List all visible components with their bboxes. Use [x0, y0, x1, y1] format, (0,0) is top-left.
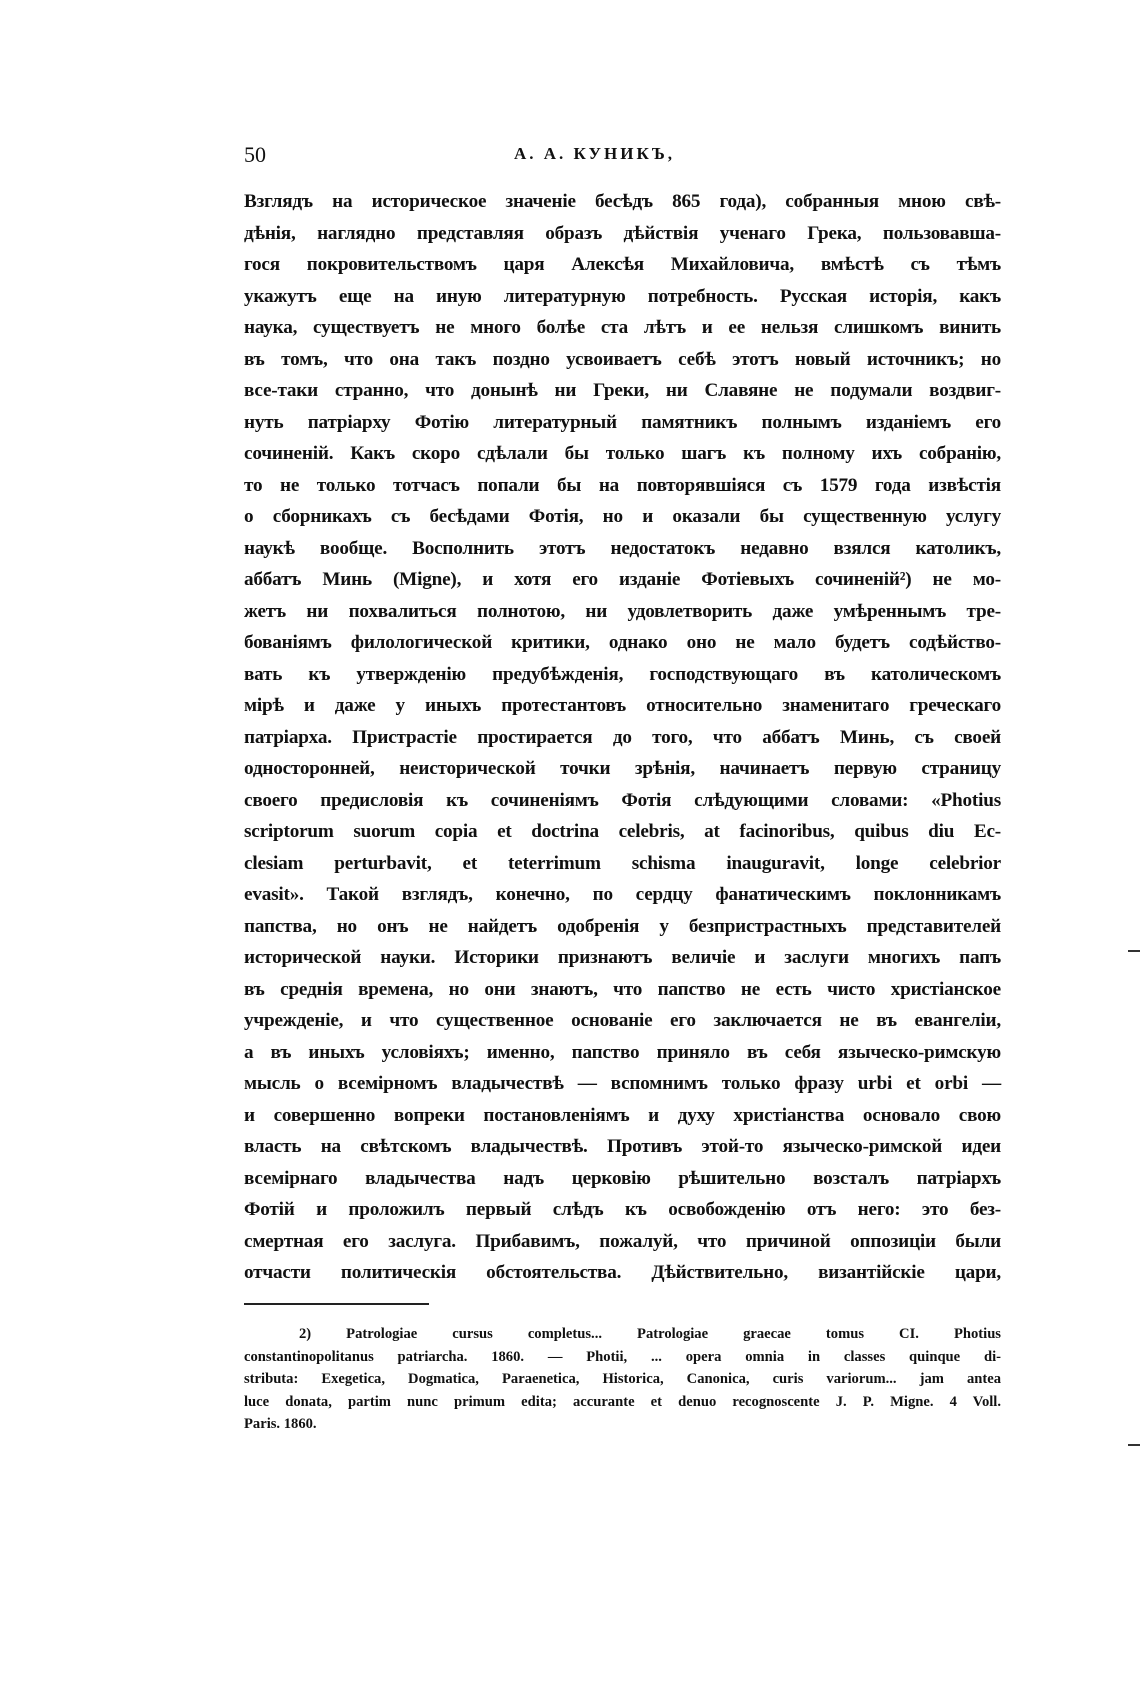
text-line: дѣнія, наглядно представляя образъ дѣйствія ученаго Грека, пользовавша-: [244, 222, 1001, 244]
text-line: evasit». Такой взглядъ, конечно, по сердцу фанатическимъ поклонникамъ: [244, 884, 1001, 905]
text-line: наукѣ вообще. Восполнить этотъ недостатокъ недавно взялся католикъ,: [244, 537, 1001, 559]
text-line: укажутъ еще на иную литературную потребность. Русская исторія, какъ: [244, 285, 1001, 307]
page-number: 50: [244, 142, 266, 167]
footnote: [244, 1323, 1001, 1436]
text-line: Взглядъ на историческое значеніе бесѣдъ 865 года), собранныя мною свѣ-: [244, 191, 1001, 212]
text-line: патріарха. Пристрастіе простирается до того, что аббатъ Минь, съ своей: [244, 726, 1001, 748]
text-line: отчасти политическія обстоятельства. Дѣйствительно, византійскіе цари,: [244, 1262, 1001, 1283]
text-line: scriptorum suorum copia et doctrina celebris, at facinoribus, quibus diu Ec-: [244, 821, 1001, 842]
text-line: мысль о всемірномъ владычествѣ — вспомнимъ только фразу urbi et orbi —: [244, 1073, 1001, 1094]
footnote-line: 2) Patrologiae cursus completus... Patrologiae graecae tomus CI. Photius: [299, 1326, 1001, 1342]
text-line: и совершенно вопреки постановленіямъ и духу христіанства основало свою: [244, 1104, 1001, 1126]
footnote-line: stributa: Exegetica, Dogmatica, Paraenetica, Historica, Canonica, curis variorum... jam antea: [244, 1371, 1001, 1387]
text-line: сочиненій. Какъ скоро сдѣлали бы только шагъ къ полному ихъ собранію,: [244, 443, 1001, 464]
text-line: то не только тотчасъ попали бы на повторявшіяся съ 1579 года извѣстія: [244, 474, 1001, 496]
footnote-line: Paris. 1860.: [244, 1416, 317, 1432]
margin-mark: [1128, 1444, 1140, 1446]
text-line: аббатъ Минь (Migne), и хотя его изданіе Фотіевыхъ сочиненій²) не мо-: [244, 569, 1001, 590]
footnote-divider: [244, 1303, 429, 1305]
text-line: вать къ утвержденію предубѣжденія, господствующаго въ католическомъ: [244, 663, 1001, 685]
text-line: о сборникахъ съ бесѣдами Фотія, но и оказали бы существенную услугу: [244, 506, 1001, 527]
text-line: въ среднія времена, но они знаютъ, что папство не есть чисто христіанское: [244, 978, 1001, 1000]
text-line: все-таки странно, что донынѣ ни Греки, ни Славяне не подумали воздвиг-: [244, 380, 1001, 401]
text-line: наука, существуетъ не много болѣе ста лѣтъ и ее нельзя слишкомъ винить: [244, 317, 1001, 338]
text-line: папства, но онъ не найдетъ одобренія у безпристрастныхъ представителей: [244, 915, 1001, 937]
body-text: [244, 186, 1001, 1289]
text-line: гося покровительствомъ царя Алексѣя Михайловича, вмѣстѣ съ тѣмъ: [244, 254, 1001, 275]
footnote-line: constantinopolitanus patriarcha. 1860. — Photii, ... opera omnia in classes quinque di-: [244, 1348, 1001, 1365]
text-line: мірѣ и даже у иныхъ протестантовъ относительно знаменитаго греческаго: [244, 695, 1001, 716]
margin-mark: [1128, 950, 1140, 952]
text-line: clesiam perturbavit, et teterrimum schisma inauguravit, longe celebrior: [244, 852, 1001, 874]
text-line: своего предисловія къ сочиненіямъ Фотія слѣдующими словами: «Photius: [244, 789, 1001, 811]
text-line: нуть патріарху Фотію литературный памятникъ полнымъ изданіемъ его: [244, 411, 1001, 433]
text-line: смертная его заслуга. Прибавимъ, пожалуй, что причиной оппозиціи были: [244, 1230, 1001, 1252]
text-line: бованіямъ филологической критики, однако оно не мало будетъ содѣйство-: [244, 632, 1001, 653]
text-line: власть на свѣтскомъ владычествѣ. Противъ этой-то языческо-римской идеи: [244, 1136, 1001, 1157]
text-line: учрежденіе, и что существенное основаніе его заключается не въ евангеліи,: [244, 1010, 1001, 1031]
text-line: исторической науки. Историки признаютъ величіе и заслуги многихъ папъ: [244, 947, 1001, 968]
footnote-line: luce donata, partim nunc primum edita; accurante et denuo recognoscente J. P. Migne. 4 Voll.: [244, 1393, 1001, 1410]
text-line: въ томъ, что она такъ поздно усвоиваетъ себѣ этотъ новый источникъ; но: [244, 348, 1001, 370]
text-line: а въ иныхъ условіяхъ; именно, папство приняло въ себя языческо-римскую: [244, 1041, 1001, 1063]
text-line: односторонней, неисторической точки зрѣнія, начинаетъ первую страницу: [244, 758, 1001, 779]
text-line: жетъ ни похвалиться полнотою, ни удовлетворить даже умѣреннымъ тре-: [244, 600, 1001, 622]
text-line: Фотій и проложилъ первый слѣдъ къ освобожденію отъ него: это без-: [244, 1199, 1001, 1220]
page-header: [244, 142, 1001, 172]
running-head: А. А. КУНИКЪ,: [514, 144, 676, 163]
text-line: всемірнаго владычества надъ церковію рѣшительно возсталъ патріархъ: [244, 1167, 1001, 1189]
